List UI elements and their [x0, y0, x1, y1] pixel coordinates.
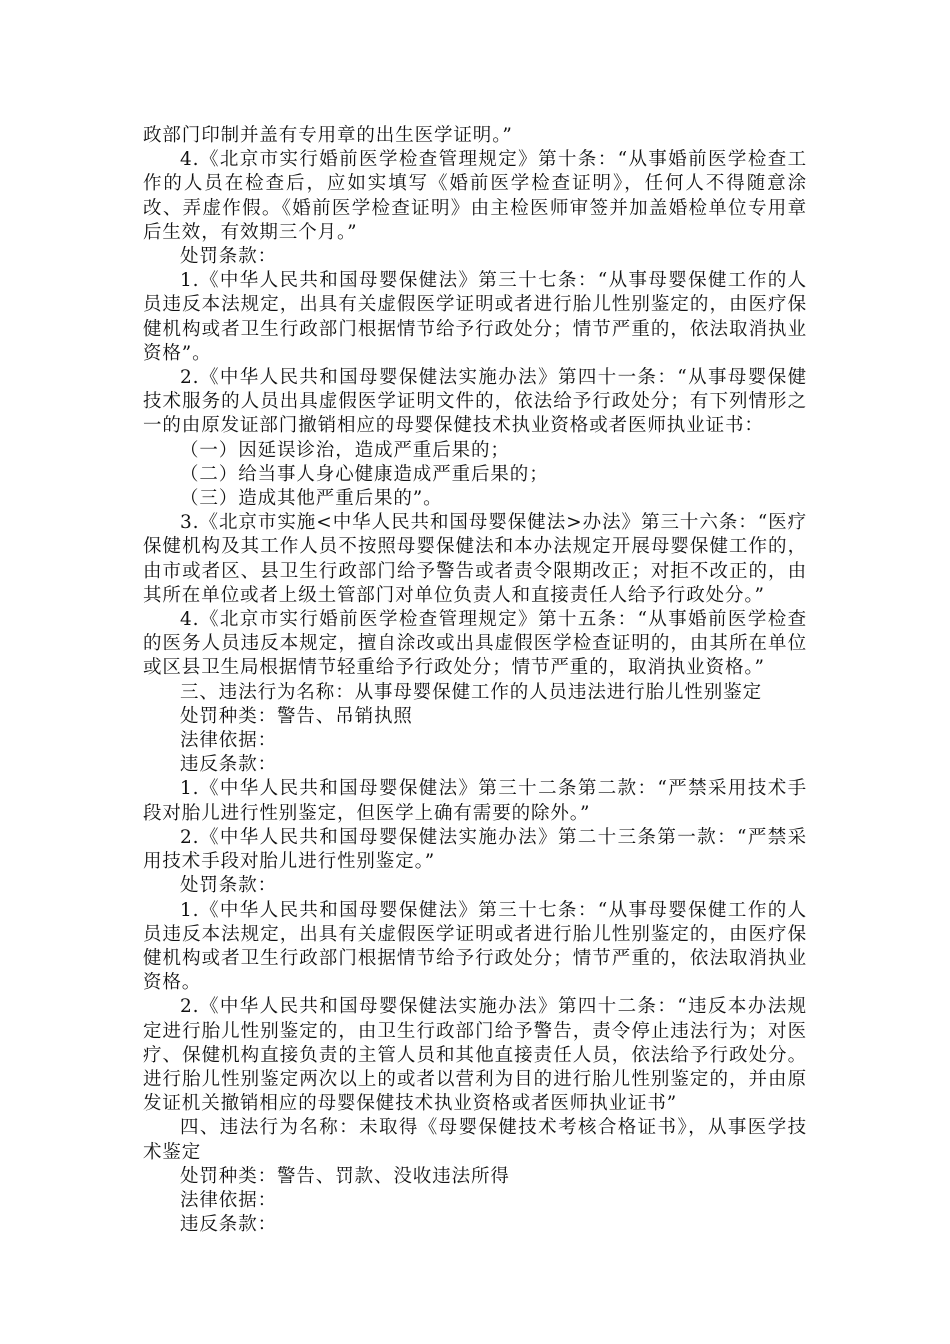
document-paragraph: 3.《北京市实施<中华人民共和国母婴保健法>办法》第三十六条：“医疗保健机构及其工作人员不按照母婴保健法和本办法规定开展母婴保健工作的，由市或者区、县卫生行政部门给予警告或者责令限期改正；对拒不改正的，由其所在单位或者上级土管部门对单位负责人和直接责任人给予行政处分。”	[143, 512, 807, 606]
document-paragraph: 4.《北京市实行婚前医学检查管理规定》第十五条：“从事婚前医学检查的医务人员违反本规定，擅自涂改或出具虚假医学检查证明的，由其所在单位或区县卫生局根据情节轻重给予行政处分；情节严重的，取消执业资格。”	[143, 609, 807, 679]
document-paragraph: （三）造成其他严重后果的”。	[180, 488, 443, 510]
document-paragraph: 4.《北京市实行婚前医学检查管理规定》第十条：“从事婚前医学检查工作的人员在检查后，应如实填写《婚前医学检查证明》，任何人不得随意涂改、弄虚作假。《婚前医学检查证明》由主检医师审签并加盖婚检单位专用章后生效，有效期三个月。”	[143, 149, 807, 243]
document-paragraph: 四、违法行为名称：未取得《母婴保健技术考核合格证书》，从事医学技术鉴定	[143, 1117, 807, 1163]
document-paragraph: 1.《中华人民共和国母婴保健法》第三十七条：“从事母婴保健工作的人员违反本法规定，出具有关虚假医学证明或者进行胎儿性别鉴定的，由医疗保健机构或者卫生行政部门根据情节给予行政处分；情节严重的，依法取消执业资格”。	[143, 270, 807, 364]
document-paragraph: 违反条款：	[180, 1214, 278, 1236]
document-paragraph: 处罚条款：	[180, 246, 278, 268]
document-paragraph: 2.《中华人民共和国母婴保健法实施办法》第四十一条：“从事母婴保健技术服务的人员出具虚假医学证明文件的，依法给予行政处分；有下列情形之一的由原发证部门撤销相应的母婴保健技术执业资格或者医师执业证书：	[143, 367, 807, 437]
document-paragraph: 处罚种类：警告、吊销执照	[180, 705, 413, 727]
document-paragraph: 三、违法行为名称：从事母婴保健工作的人员违法进行胎儿性别鉴定	[180, 681, 763, 703]
document-paragraph: 1.《中华人民共和国母婴保健法》第三十七条：“从事母婴保健工作的人员违反本法规定，出具有关虚假医学证明或者进行胎儿性别鉴定的，由医疗保健机构或者卫生行政部门根据情节给予行政处分；情节严重的，依法取消执业资格。	[143, 899, 807, 994]
document-paragraph: 2.《中华人民共和国母婴保健法实施办法》第二十三条第一款：“严禁采用技术手段对胎儿进行性别鉴定。”	[143, 826, 807, 873]
document-body	[143, 124, 807, 1237]
document-paragraph: 1.《中华人民共和国母婴保健法》第三十二条第二款：“严禁采用技术手段对胎儿进行性别鉴定，但医学上确有需要的除外。”	[143, 778, 807, 824]
document-paragraph: 政部门印制并盖有专用章的出生医学证明。”	[143, 125, 513, 146]
document-paragraph: 法律依据：	[180, 1189, 278, 1211]
document-paragraph: 处罚种类：警告、罚款、没收违法所得	[180, 1165, 510, 1187]
document-paragraph: （二）给当事人身心健康造成严重后果的；	[180, 463, 549, 485]
document-paragraph: （一）因延误诊治，造成严重后果的；	[180, 439, 510, 461]
document-paragraph: 2.《中华人民共和国母婴保健法实施办法》第四十二条：“违反本办法规定进行胎儿性别鉴定的，由卫生行政部门给予警告，责令停止违法行为；对医疗、保健机构直接负责的主管人员和其他直接责任人员，依法给予行政处分。进行胎儿性别鉴定两次以上的或者以营利为目的进行胎儿性别鉴定的，并由原发证机关撤销相应的母婴保健技术执业资格或者医师执业证书”	[143, 996, 807, 1115]
document-paragraph: 法律依据：	[180, 730, 278, 752]
document-paragraph: 处罚条款：	[180, 875, 278, 897]
document-paragraph: 违反条款：	[180, 754, 278, 776]
